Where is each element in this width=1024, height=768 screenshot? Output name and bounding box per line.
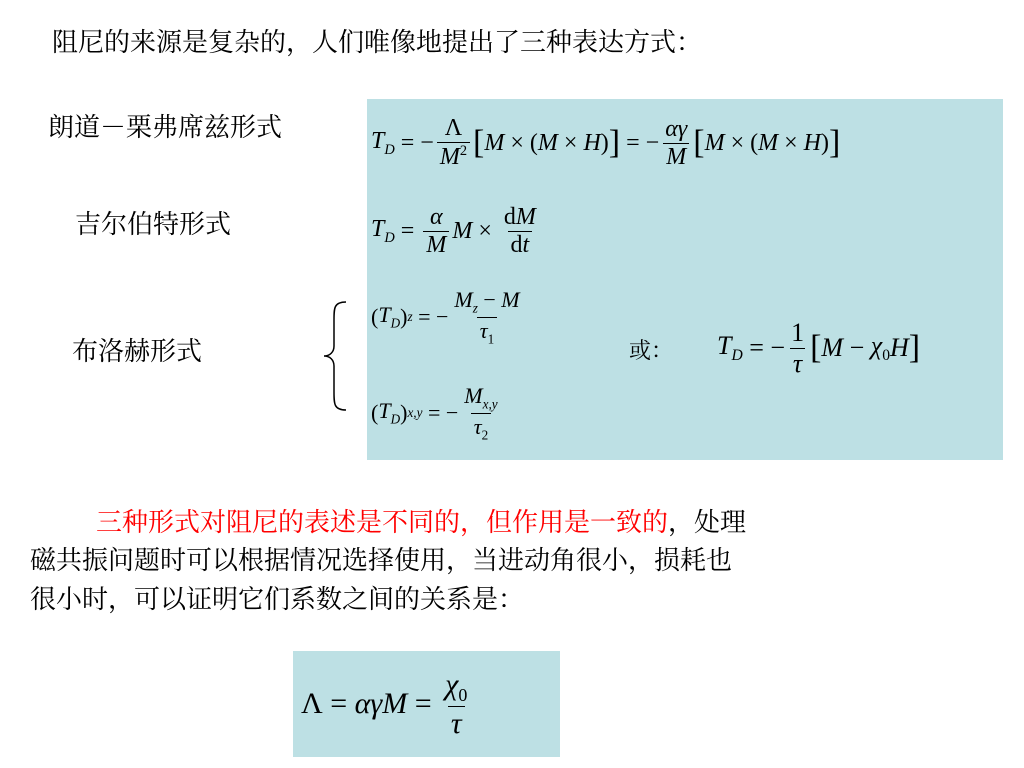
- label-bloch: 布洛赫形式: [72, 337, 203, 367]
- intro-text: 阻尼的来源是复杂的，人们唯像地提出了三种表达方式：: [52, 28, 703, 58]
- paragraph-line-3: 很小时，可以证明它们系数之间的关系是：: [30, 585, 525, 615]
- relation-box: [293, 651, 560, 757]
- label-gilbert: 吉尔伯特形式: [75, 210, 232, 240]
- or-text: 或：: [629, 339, 674, 364]
- bloch-brace: [322, 300, 350, 412]
- formula-relation: Λ = αγM = $\frac{\chi_0}{\tau}$: [301, 667, 468, 740]
- label-landau-lifshitz: 朗道－栗弗席兹形式: [48, 113, 283, 143]
- formula-bloch-z: ( $T_D$ ) z = − $\frac{M_z - M}{\tau_1}$: [371, 287, 520, 346]
- formula-box: [367, 99, 1003, 460]
- formula-landau-lifshitz: $T_D$ = − $\frac{\Lambda}{M^2}$ [ M × ( M × H ) ] = − $\frac{\alpha\gamma}{M}$ [ M × ( M × H ) ]: [371, 115, 841, 170]
- formula-gilbert: $T_D$ = $\frac{\alpha}{M}$ M × $\frac{dM}{dt}$: [371, 203, 536, 258]
- formula-bloch-xy: ( $T_D$ ) x,y = − $\frac{M_{x,y}}{\tau_2}$: [371, 383, 498, 442]
- paragraph-line-1: [96, 508, 746, 539]
- highlight-text: 三种形式对阻尼的表述是不同的，但作用是一致的: [96, 508, 669, 538]
- paragraph-line-2: 磁共振问题时可以根据情况选择使用，当进动角很小，损耗也: [30, 546, 733, 576]
- formula-bloch-combined: $T_D$ = − $\frac{1}{\tau}$ [ M − $\chi_0$ H ]: [717, 317, 921, 378]
- paragraph-line-1-rest: ，处理: [668, 508, 747, 538]
